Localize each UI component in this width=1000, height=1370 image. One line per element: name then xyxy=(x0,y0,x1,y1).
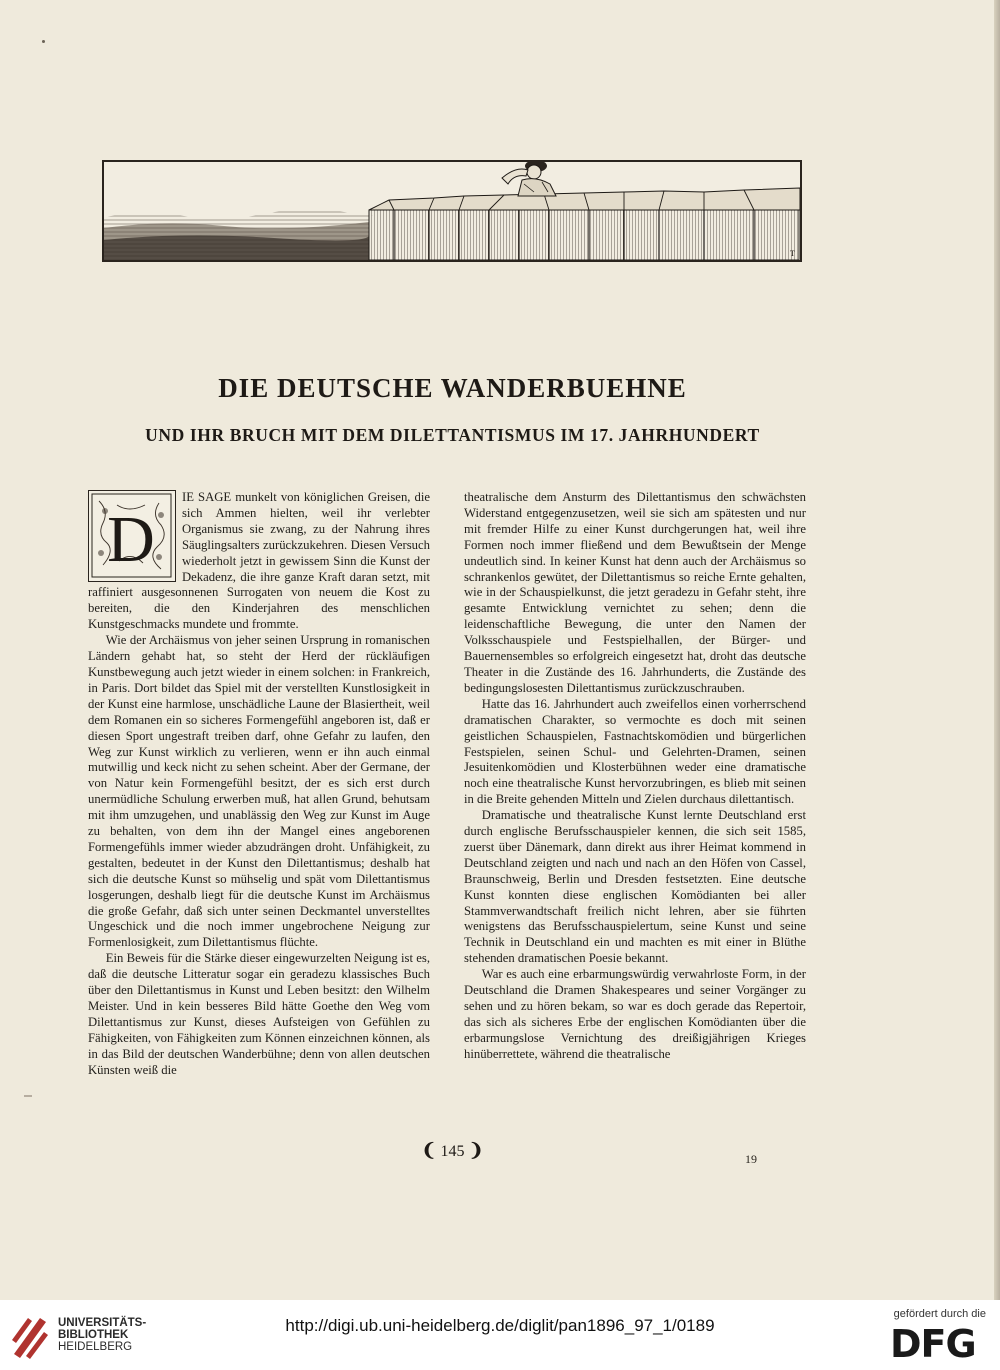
scan-speck xyxy=(42,40,45,43)
text-column-left xyxy=(88,490,430,1079)
paragraph: War es auch eine erbarmungswürdig verwahrloste Form, in der Deutschland die Dramen Shakespeares und seiner Vorgänger zu sehen und zu hören bekam, so war es doch gerade das Repertoir, das sich als sicheres Erbe der englischen Komödianten über die erbarmungslose Vernichtung des dreißigjährigen Krieges hinüberrettete, während die theatralische xyxy=(464,967,806,1061)
svg-text:T: T xyxy=(790,249,795,258)
funding-caption: gefördert durch die xyxy=(893,1308,986,1320)
drop-cap-letter: D xyxy=(107,503,155,576)
scan-speck xyxy=(24,1095,32,1097)
folio-right-bracket: ❩ xyxy=(468,1140,484,1160)
article-subtitle: UND IHR BRUCH MIT DEM DILETTANTISMUS IM 17. JAHRHUNDERT xyxy=(145,425,760,445)
paragraph: Hatte das 16. Jahrhundert auch zweifellos einen vorherrschend dramatischen Charakter, so vermochte es doch mit seinen geistlichen Schauspielen, Fastnachtskomödien und bürgerlichen Festspielen, seinen Schul- und Gelehrten-Dramen, seinen Jesuitenkomödien und Klosterbühnen weder eine dramatische noch eine theatralische Kunst hervorzubringen, es blieb mit seinen in die Breite gehenden Mitteln und Zielen durchaus dilettantisch. xyxy=(464,696,806,807)
printer-signature: 19 xyxy=(745,1152,757,1166)
paragraph: theatralische dem Ansturm des Dilettantismus den schwächsten Widerstand entgegenzusetzen, weil sie sich am spätesten und nur mit fremder Hilfe zu einer Kunst durchgerungen hat, weil ihre Formen noch immer fließend und dem Bewußtsein der Menge undeutlich sind. In keiner Kunst hat denn auch der Archäismus so schrankenlos gewütet, der Dilettantismus so reiche Ernte gehalten, wie in der Schauspielkunst, die jetzt geradezu in Gefahr steht, ihre gesamte Entwicklung vernichtet zu sehen; denn die leidenschaftliche Bewegung, die unter den Namen der Volksschauspiele und Festspielhallen, der Bürger- und Bauernensembles so erfolgreich eingesetzt hat, droht das deutsche Theater in die Zustände des 16. Jahrhunderts, die Zustände des bedingungslosesten Dilettantismus zurückzuschrauben. xyxy=(464,490,806,695)
drop-cap-initial xyxy=(88,490,176,582)
ornamental-initial-d xyxy=(89,491,174,580)
folio-left-bracket: ❨ xyxy=(421,1140,437,1160)
text-column-right xyxy=(464,490,806,1063)
dfg-logo-icon[interactable] xyxy=(890,1324,984,1360)
page-folio xyxy=(0,1140,905,1161)
paragraph: Dramatische und theatralische Kunst lernte Deutschland erst durch englische Berufsschauspieler kennen, die sich seit 1585, zuerst über Dänemark, dann direkt aus ihrer Heimat kommend in Deutschland zeigten und nach und nach an den Höfen von Cassel, Braunschweig, Berlin und Dresden festsetzten. Eine deutsche Kunst konnten diese englischen Komödianten bei aller Stammverwandtschaft freilich nicht lehren, aber sie führten wenigstens das Berufsschauspielertum, seine Kunst und seine Technik in Deutschland ein und machten es mit einer in Blüthe stehenden dramatischen Poesie bekannt. xyxy=(464,808,806,966)
dfg-logo-text: DFG xyxy=(890,1324,976,1360)
vignette-drawing xyxy=(104,162,800,260)
library-name-line: BIBLIOTHEK xyxy=(58,1329,129,1341)
paragraph: IE SAGE munkelt von königlichen Greisen, die sich Ammen hielten, weil ihr verlebter Organismus sie zwang, zu der Nahrung ihres Säuglingsalters zurückzukehren. Diesen Versuch wiederholt jetzt in gewissem Sinn die Kunst der Dekadenz, die ihre ganze Kraft daran setzt, mit raffiniert ausgesonnenen Surrogaten von neuem die Kost zu bereiten, die den Kinderjahren des menschlichen Kunstgeschmacks mundete und frommte. xyxy=(88,490,430,632)
article-title: DIE DEUTSCHE WANDERBUEHNE xyxy=(218,373,687,403)
document-url-link[interactable]: http://digi.ub.uni-heidelberg.de/diglit/pan1896_97_1/0189 xyxy=(285,1316,715,1335)
header-vignette-illustration xyxy=(102,160,802,262)
library-name-line: HEIDELBERG xyxy=(58,1341,133,1353)
viewer-footer xyxy=(0,1300,1000,1370)
paragraph: Ein Beweis für die Stärke dieser eingewurzelten Neigung ist es, daß die deutsche Litteratur sogar ein geradezu klassisches Buch über den Dilettantismus in Kunst und Leben besitzt: den Wilhelm Meister. Und in kein besseres Bild hätte Goethe den Weg vom Dilettantismus zur Kunst, dieses Aufsteigen von Gefühlen zu Fähigkeiten, von Fähigkeiten zum Können einzeichnen können, als in das Bild der deutschen Wanderbühne; denn von allen deutschen Künsten weiß die xyxy=(88,951,430,1077)
library-name-line: UNIVERSITÄTS- xyxy=(58,1317,147,1329)
scan-edge xyxy=(994,0,1000,1300)
paragraph: Wie der Archäismus von jeher seinen Ursprung in romanischen Ländern gehabt hat, so steht der Herd der rückläufigen Kunstbewegung auch jetzt wieder in einem solchen: in Frankreich, in Paris. Dort bildet das Spiel mit der verstellten Kunstlosigkeit in der Kunst eine harmlose, unschädliche Laune der Blasiertheit, weil dem Romanen ein so sicheres Formengefühl angeboren ist, daß er diesen Sport ungestraft treiben darf, ohne Gefahr zu laufen, den Weg zur Kunst wirklich zu verlieren, wenn er ihn auch einmal mutwillig und keck nicht zu sehen scheint. Aber der Germane, der von Natur kein Formengefühl besitzt, der es sich erst durch unermüdliche Schulung erwerben muß, hat allen Grund, behutsam mit ihm umzugehen, und unablässig den Weg zur Kunst im Auge zu behalten, von dem ihn der Mangel eines angeborenen Formengefühls immer wieder abzudrängen droht. Unfähigkeit, zu gestalten, bedeutet in der Kunst den Dilettantismus; deshalb hat sich die deutsche Kunst so mühselig und spät vom Dilettantismus losgerungen, deshalb liegt für die deutsche Kunst im Archäismus die große Gefahr, daß sich unter seinen Deckmantel unverstelltes Ungeschick und die noch immer ungebrochene Neigung zur Formenlosigkeit, zum Dilettantismus flüchte. xyxy=(88,633,430,950)
page-number: 145 xyxy=(440,1143,465,1160)
